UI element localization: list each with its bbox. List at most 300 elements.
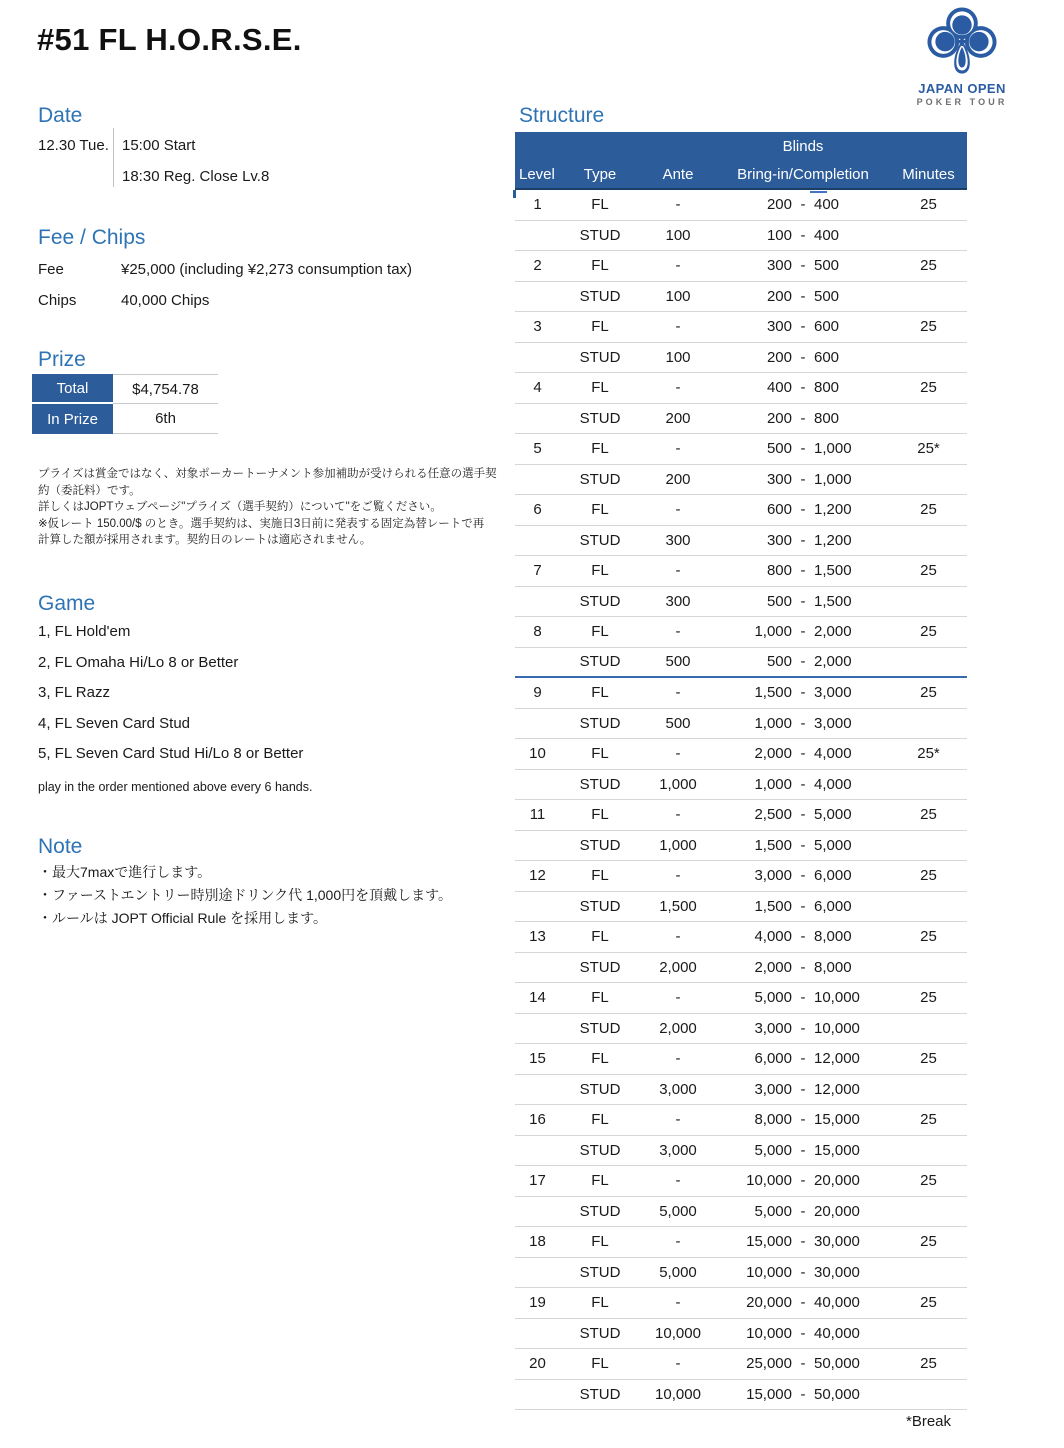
type-cell: FL [591,562,609,580]
type-cell: STUD [579,409,621,427]
blinds-separator: - [800,1172,806,1190]
blinds-separator: - [800,257,806,275]
bringin-value: 200 [766,409,792,427]
completion-value: 600 [814,348,840,366]
type-cell: FL [591,684,609,702]
level-cell: 16 [529,1111,546,1129]
completion-value: 10,000 [814,989,860,1007]
blinds-cell [716,1020,890,1037]
game-footnote: play in the order mentioned above every 6 hands. [38,780,313,794]
chips-value: 40,000 Chips [121,292,210,309]
blinds-cell [716,471,890,488]
completion-value: 400 [814,196,840,214]
type-cell: FL [591,501,609,519]
ante-cell: 200 [665,470,691,488]
completion-value: 4,000 [814,775,852,793]
table-row [515,739,967,770]
minutes-cell: 25 [920,1111,937,1129]
table-row [32,374,218,404]
note-heading: Note [38,835,83,858]
completion-value: 500 [814,257,840,275]
blinds-separator: - [800,440,806,458]
level-cell: 4 [533,379,542,397]
ante-cell: - [675,1294,681,1312]
ante-cell: - [675,562,681,580]
minutes-cell: 25* [917,745,940,763]
ante-cell: 3,000 [659,1141,697,1159]
minutes-cell: 25 [920,562,937,580]
type-cell: FL [591,440,609,458]
ante-cell: 5,000 [659,1263,697,1281]
prize-total-label: Total [32,374,113,404]
type-column-header: Type [583,165,617,183]
blinds-separator: - [800,196,806,214]
completion-value: 3,000 [814,714,852,732]
blinds-separator: - [800,592,806,610]
type-cell: STUD [579,1324,621,1342]
bringin-value: 300 [766,318,792,336]
ante-cell: 100 [665,226,691,244]
ante-cell: 1,000 [659,775,697,793]
table-row [515,190,967,221]
game-list [38,617,303,770]
level-cell: 8 [533,623,542,641]
table-row [515,526,967,557]
ante-cell: - [675,745,681,763]
bringin-value: 200 [766,287,792,305]
minutes-cell: 25 [920,379,937,397]
chips-label: Chips [38,292,77,309]
level-cell: 5 [533,440,542,458]
table-row [515,648,967,679]
minutes-cell: 25 [920,1172,937,1190]
type-cell: STUD [579,958,621,976]
completion-value: 2,000 [814,653,852,671]
logo-text-secondary: POKER TOUR [916,97,1008,107]
blinds-separator: - [800,928,806,946]
blinds-separator: - [800,1233,806,1251]
bringin-value: 500 [766,653,792,671]
type-cell: STUD [579,348,621,366]
completion-value: 30,000 [814,1233,860,1251]
blinds-separator: - [800,623,806,641]
bringin-value: 600 [766,501,792,519]
blinds-cell [716,593,890,610]
table-row [515,1197,967,1228]
level-cell: 11 [529,806,546,824]
ante-cell: - [675,684,681,702]
game-item: 2, FL Omaha Hi/Lo 8 or Better [38,653,239,671]
bringin-value: 10,000 [746,1324,792,1342]
bringin-value: 500 [766,440,792,458]
bringin-value: 20,000 [746,1294,792,1312]
table-row [515,373,967,404]
table-row [515,1136,967,1167]
table-row [515,1044,967,1075]
ante-cell: 300 [665,531,691,549]
game-item: 5, FL Seven Card Stud Hi/Lo 8 or Better [38,745,304,762]
blinds-cell [716,898,890,915]
ante-cell: - [675,196,681,214]
game-heading: Game [38,592,96,615]
ante-cell: - [675,1111,681,1129]
type-cell: STUD [579,653,621,671]
bringin-value: 400 [766,379,792,397]
date-divider [113,128,114,187]
blinds-separator: - [800,1141,806,1159]
blinds-cell [716,501,890,518]
blinds-cell [716,989,890,1006]
minutes-cell: 25 [920,867,937,885]
level-cell: 10 [529,745,546,763]
minutes-cell: 25 [920,318,937,336]
blinds-separator: - [800,318,806,336]
type-cell: FL [591,806,609,824]
table-row [515,312,967,343]
blinds-separator: - [800,379,806,397]
minutes-cell: 25 [920,806,937,824]
blinds-cell [716,1050,890,1067]
blinds-group-header: Blinds [782,137,824,155]
table-row [515,1319,967,1350]
completion-value: 50,000 [814,1355,860,1373]
bringin-value: 15,000 [746,1385,792,1403]
table-row [515,892,967,923]
ante-cell: 3,000 [659,1080,697,1098]
bringin-value: 200 [766,348,792,366]
blinds-cell [716,1325,890,1342]
bringin-value: 300 [766,531,792,549]
completion-value: 15,000 [814,1111,860,1129]
type-cell: FL [591,1050,609,1068]
ante-cell: - [675,379,681,397]
blinds-cell [716,1203,890,1220]
table-row [515,770,967,801]
ante-cell: 500 [665,653,691,671]
ante-cell: 10,000 [655,1324,701,1342]
type-cell: FL [591,623,609,641]
ante-cell: - [675,867,681,885]
completion-value: 5,000 [814,806,852,824]
blinds-group-header-row [515,132,967,160]
blinds-separator: - [800,1355,806,1373]
completion-value: 40,000 [814,1324,860,1342]
type-cell: STUD [579,714,621,732]
fee-label: Fee [38,261,64,278]
level-cell: 3 [533,318,542,336]
type-cell: STUD [579,287,621,305]
ante-cell: 100 [665,348,691,366]
ante-cell: 10,000 [655,1385,701,1403]
table-row [515,221,967,252]
type-cell: FL [591,1294,609,1312]
table-row [515,556,967,587]
bringin-column-header: Bring-in/Completion [737,165,869,183]
table-row [515,1288,967,1319]
break-footnote: *Break [905,1413,952,1430]
blinds-cell [716,1355,890,1372]
table-row [515,1014,967,1045]
blinds-separator: - [800,806,806,824]
completion-value: 1,200 [814,501,852,519]
completion-value: 1,000 [814,440,852,458]
bringin-value: 300 [766,470,792,488]
level-cell: 9 [533,684,542,702]
blinds-cell [716,684,890,701]
table-row [515,465,967,496]
table-row [515,922,967,953]
completion-value: 10,000 [814,1019,860,1037]
blinds-separator: - [800,409,806,427]
fee-value: ¥25,000 (including ¥2,273 consumption tax) [121,261,413,278]
completion-value: 400 [814,226,840,244]
blinds-cell [716,532,890,549]
blinds-cell [716,1264,890,1281]
blinds-separator: - [800,1111,806,1129]
bringin-value: 1,500 [754,836,792,854]
completion-value: 2,000 [814,623,852,641]
bringin-value: 2,000 [754,745,792,763]
column-header-row [515,160,967,188]
bringin-value: 1,500 [754,897,792,915]
completion-value: 600 [814,318,840,336]
level-cell: 20 [529,1355,546,1373]
blinds-separator: - [800,1324,806,1342]
ante-column-header: Ante [662,165,694,183]
bringin-value: 1,500 [754,684,792,702]
prize-total-value: $4,754.78 [113,374,218,404]
date-heading: Date [38,104,83,127]
blinds-separator: - [800,867,806,885]
blinds-cell [716,776,890,793]
ante-cell: 200 [665,409,691,427]
blinds-separator: - [800,287,806,305]
type-cell: STUD [579,1202,621,1220]
blinds-cell [716,1111,890,1128]
table-row [515,282,967,313]
type-cell: STUD [579,226,621,244]
completion-value: 1,000 [814,470,852,488]
blinds-separator: - [800,714,806,732]
bringin-value: 3,000 [754,1019,792,1037]
type-cell: STUD [579,1263,621,1281]
level-cell: 17 [529,1172,546,1190]
prize-inprize-label: In Prize [32,404,113,434]
completion-value: 15,000 [814,1141,860,1159]
ante-cell: 300 [665,592,691,610]
level-cell: 7 [533,562,542,580]
blinds-separator: - [800,531,806,549]
structure-heading: Structure [519,104,605,127]
prize-disclaimer [38,466,516,549]
type-cell: STUD [579,1080,621,1098]
blinds-cell [716,379,890,396]
level-cell: 19 [529,1294,546,1312]
ante-cell: 2,000 [659,958,697,976]
blinds-separator: - [800,836,806,854]
table-row [515,434,967,465]
bringin-value: 5,000 [754,989,792,1007]
game-item: 4, FL Seven Card Stud [38,714,191,732]
type-cell: STUD [579,1385,621,1403]
ante-cell: - [675,318,681,336]
table-row [515,404,967,435]
completion-value: 5,000 [814,836,852,854]
blinds-separator: - [800,226,806,244]
blinds-cell [716,1294,890,1311]
level-cell: 14 [529,989,546,1007]
level-cell: 15 [529,1050,546,1068]
type-cell: STUD [579,836,621,854]
minutes-cell: 25 [920,928,937,946]
bringin-value: 4,000 [754,928,792,946]
minutes-cell: 25* [917,440,940,458]
bringin-value: 1,000 [754,623,792,641]
table-row [515,1105,967,1136]
type-cell: STUD [579,1019,621,1037]
type-cell: FL [591,867,609,885]
prize-inprize-value: 6th [113,404,218,434]
type-cell: STUD [579,531,621,549]
type-cell: FL [591,379,609,397]
completion-value: 800 [814,379,840,397]
header-underline-mark [810,191,827,193]
table-row [515,953,967,984]
table-row [515,1380,967,1411]
game-item: 1, FL Hold'em [38,623,131,640]
ante-cell: - [675,1172,681,1190]
level-cell: 6 [533,501,542,519]
table-row [515,709,967,740]
bringin-value: 5,000 [754,1141,792,1159]
ante-cell: 500 [665,714,691,732]
bringin-value: 3,000 [754,1080,792,1098]
bringin-value: 300 [766,257,792,275]
jopt-clover-icon [926,6,998,78]
type-cell: FL [591,1355,609,1373]
fee-chips-heading: Fee / Chips [38,226,146,249]
blinds-separator: - [800,1080,806,1098]
minutes-cell: 25 [920,1233,937,1251]
prize-note-line: プライズは賞金ではなく、対象ポーカートーナメント参加補助が受けられる任意の選手契 [38,468,497,480]
prize-note-line: 詳しくはJOPTウェブページ"プライズ（選手契約）について"をご覧ください。 [38,501,442,513]
bringin-value: 500 [766,592,792,610]
table-edge-mark [513,190,516,198]
level-cell: 2 [533,257,542,275]
blinds-separator: - [800,1263,806,1281]
type-cell: FL [591,1233,609,1251]
blinds-separator: - [800,1202,806,1220]
ante-cell: - [675,1050,681,1068]
blinds-cell [716,959,890,976]
blinds-separator: - [800,1385,806,1403]
table-row [515,1258,967,1289]
blinds-separator: - [800,775,806,793]
prize-table [32,374,218,434]
type-cell: STUD [579,775,621,793]
bringin-value: 8,000 [754,1111,792,1129]
blinds-cell [716,257,890,274]
blinds-separator: - [800,745,806,763]
prize-note-line: ※仮レート 150.00/$ のとき。選手契約は、実施日3日前に発表する固定為替レートで再 [38,517,485,530]
minutes-cell: 25 [920,1050,937,1068]
blinds-separator: - [800,348,806,366]
bringin-value: 3,000 [754,867,792,885]
blinds-cell [716,653,890,670]
bringin-value: 10,000 [746,1263,792,1281]
level-cell: 13 [529,928,546,946]
type-cell: FL [591,989,609,1007]
minutes-column-header: Minutes [902,165,955,183]
minutes-cell: 25 [920,684,937,702]
completion-value: 12,000 [814,1080,860,1098]
blinds-cell [716,928,890,945]
bringin-value: 100 [766,226,792,244]
completion-value: 12,000 [814,1050,860,1068]
blinds-separator: - [800,958,806,976]
ante-cell: - [675,257,681,275]
blinds-cell [716,1081,890,1098]
blinds-separator: - [800,470,806,488]
completion-value: 8,000 [814,958,852,976]
table-row [515,678,967,709]
blinds-cell [716,562,890,579]
note-list [38,861,452,930]
blinds-cell [716,1142,890,1159]
structure-table-header [515,132,967,190]
blinds-cell [716,1386,890,1403]
blinds-cell [716,1233,890,1250]
page-title: #51 FL H.O.R.S.E. [37,22,302,57]
type-cell: FL [591,745,609,763]
minutes-cell: 25 [920,196,937,214]
completion-value: 800 [814,409,840,427]
ante-cell: - [675,928,681,946]
table-row [515,861,967,892]
type-cell: FL [591,196,609,214]
table-row [515,1166,967,1197]
completion-value: 30,000 [814,1263,860,1281]
type-cell: FL [591,1111,609,1129]
prize-heading: Prize [38,348,86,371]
blinds-separator: - [800,1019,806,1037]
blinds-cell [716,745,890,762]
blinds-cell [716,349,890,366]
minutes-cell: 25 [920,1294,937,1312]
table-row [515,343,967,374]
logo-text-primary: JAPAN OPEN [918,81,1006,96]
prize-note-line: 計算した額が採用されます。契約日のレートは適応されません。 [38,534,372,546]
completion-value: 1,500 [814,592,852,610]
type-cell: FL [591,928,609,946]
bringin-value: 10,000 [746,1172,792,1190]
blinds-cell [716,837,890,854]
blinds-separator: - [800,653,806,671]
minutes-cell: 25 [920,501,937,519]
blinds-cell [716,318,890,335]
table-row [32,404,218,434]
completion-value: 20,000 [814,1172,860,1190]
completion-value: 4,000 [814,745,852,763]
bringin-value: 2,000 [754,958,792,976]
completion-value: 500 [814,287,840,305]
bringin-value: 25,000 [746,1355,792,1373]
bringin-value: 1,000 [754,775,792,793]
completion-value: 3,000 [814,684,852,702]
table-row [515,1227,967,1258]
blinds-cell [716,867,890,884]
bringin-value: 200 [766,196,792,214]
